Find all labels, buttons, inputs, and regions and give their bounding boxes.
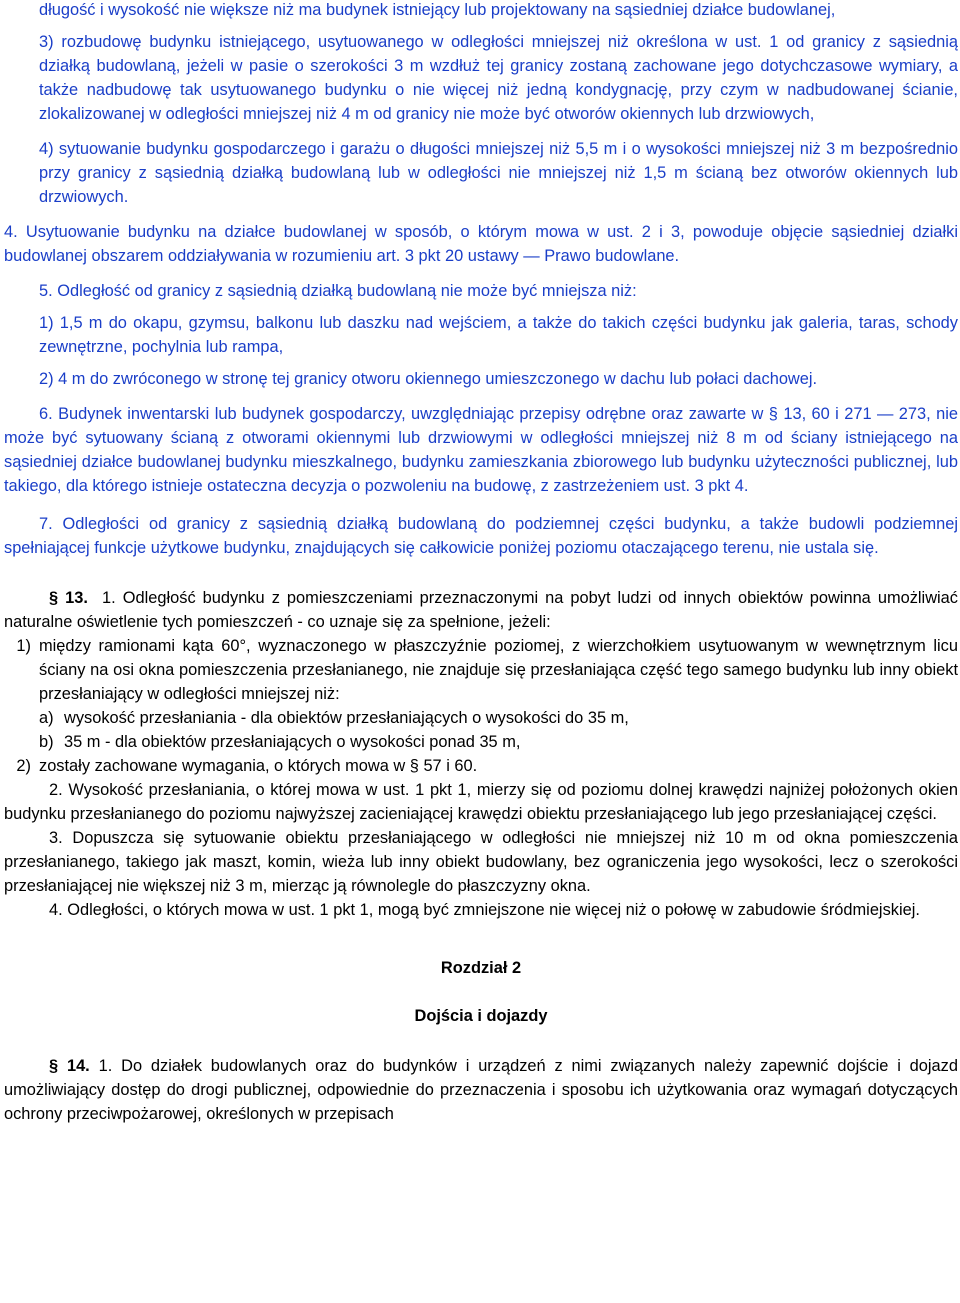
ust-5-point-2: 2) 4 m do zwróconego w stronę tej granicy otworu okiennego umieszczonego w dachu lub połaci dachowej. <box>39 370 818 388</box>
section-13-ust-1-text: 1. Odległość budynku z pomieszczeniami przeznaczonymi na pobyt ludzi od innych obiektów powinna umożliwiać naturalne oświetlenie tych pomieszczeń - co uznaje się za spełnione, jeżeli: <box>4 589 958 631</box>
section-13-letter-b <box>4 730 958 754</box>
section-12-ust-7: 7. Odległości od granicy z sąsiednią działką budowlaną do podziemnej części budynku, a także budowli podziemnej spełniającej funkcje użytkowe budynku, znajdujących się całkowicie poniżej poziomu otaczającego terenu, nie ustala się. <box>4 515 958 557</box>
point-text: zostały zachowane wymagania, o których mowa w § 57 i 60. <box>39 757 478 775</box>
point-text: między ramionami kąta 60°, wyznaczonego w płaszczyźnie poziomej, z wierzchołkiem usytuowanym w wewnętrznym licu ściany na osi okna pomieszczenia przesłanianego, nie znajduje się przesłaniająca część tego samego budynku lub inny obiekt przesłaniający w odległości mniejszej niż: <box>39 637 958 703</box>
point-number: 2) <box>16 757 31 775</box>
section-12-ust-6: 6. Budynek inwentarski lub budynek gospodarczy, uwzględniając przepisy odrębne oraz zawarte w § 13, 60 i 271 — 273, nie może być sytuowany ścianą z otworami okiennymi lub drzwiowymi w odległości mniejszej niż 8 m od ściany istniejącego na sąsiedniej działce budowlanej budynku mieszkalnego, budynku zamieszkania zbiorowego lub budynku użyteczności publicznej, lub takiego, dla którego istnieje ostateczna decyzja o pozwoleniu na budowę, z zastrzeżeniem ust. 3 pkt 4. <box>4 405 958 495</box>
section-13-ust-4: 4. Odległości, o których mowa w ust. 1 pkt 1, mogą być zmniejszone nie więcej niż o połowę w zabudowie śródmiejskiej. <box>49 901 920 919</box>
ust-5-point-1: 1) 1,5 m do okapu, gzymsu, balkonu lub daszku nad wejściem, a także do takich części budynku jak galeria, taras, schody zewnętrzne, pochylnia lub rampa, <box>39 314 958 356</box>
letter-number: a) <box>39 709 54 727</box>
section-13-ust-3: 3. Dopuszcza się sytuowanie obiektu przesłaniającego w odległości nie mniejszej niż 10 m od okna pomieszczenia przesłanianego, takiego jak maszt, komin, wieża lub inny obiekt budowlany, bez ograniczenia jego wysokości, lecz o szerokości przesłaniającej nie większej niż 3 m, mierząc ją równolegle do płaszczyzny okna. <box>4 829 958 895</box>
chapter-subtitle: Dojścia i dojazdy <box>414 1007 548 1025</box>
letter-number: b) <box>39 733 54 751</box>
section-13-letter-a <box>4 706 958 730</box>
paragraph-continuation: długość i wysokość nie większe niż ma budynek istniejący lub projektowany na sąsiedniej działce budowlanej, <box>39 1 836 19</box>
section-12-ust-5: 5. Odległość od granicy z sąsiednią działką budowlaną nie może być mniejsza niż: <box>39 282 637 300</box>
section-14-ust-1 <box>4 1054 958 1126</box>
section-14-ust-1-text: 1. Do działek budowlanych oraz do budynków i urządzeń z nimi związanych należy zapewnić dojście i dojazd umożliwiający dostęp do drogi publicznej, odpowiednie do przeznaczenia i sposobu ich użytkowania oraz wymagań dotyczących ochrony przeciwpożarowej, określonych w przepisach <box>4 1057 958 1123</box>
section-13-point-2 <box>4 754 958 778</box>
letter-text: wysokość przesłaniania - dla obiektów przesłaniających o wysokości do 35 m, <box>64 709 629 727</box>
section-14-number: § 14. <box>49 1057 90 1075</box>
document-page <box>4 0 958 1126</box>
letter-text: 35 m - dla obiektów przesłaniających o wysokości ponad 35 m, <box>64 733 521 751</box>
section-13-ust-2: 2. Wysokość przesłaniania, o której mowa w ust. 1 pkt 1, mierzy się od poziomu dolnej krawędzi najniżej położonych okien budynku przesłanianego do poziomu najwyższej zacieniającej krawędzi obiektu przesłaniającego lub jego przesłaniającej części. <box>4 781 958 823</box>
chapter-title: Rozdział 2 <box>440 959 522 977</box>
section-12-ust-4: 4. Usytuowanie budynku na działce budowlanej w sposób, o którym mowa w ust. 2 i 3, powoduje objęcie sąsiedniej działki budowlanej obszarem oddziaływania w rozumieniu art. 3 pkt 20 ustawy — Prawo budowlane. <box>4 223 958 265</box>
section-13-ust-1 <box>4 586 958 634</box>
point-3: 3) rozbudowę budynku istniejącego, usytuowanego w odległości mniejszej niż określona w ust. 1 od granicy z sąsiednią działką budowlaną, jeżeli w pasie o szerokości 3 m wzdłuż tej granicy zostaną zachowane jego dotychczasowe wymiary, a także nadbudowę tak usytuowanego budynku o nie więcej niż jedną kondygnację, przy czym w nadbudowanej ścianie, zlokalizowanej w odległości mniejszej niż 4 m od granicy nie może być otworów okiennych lub drzwiowych, <box>39 33 958 123</box>
section-13-point-1 <box>4 634 958 706</box>
section-13-number: § 13. <box>49 589 88 607</box>
point-number: 1) <box>16 637 31 655</box>
point-4: 4) sytuowanie budynku gospodarczego i garażu o długości mniejszej niż 5,5 m i o wysokości mniejszej niż 3 m bezpośrednio przy granicy z sąsiednią działką budowlaną lub w odległości nie mniejszej niż 1,5 m ścianą bez otworów okiennych lub drzwiowych. <box>39 140 958 206</box>
